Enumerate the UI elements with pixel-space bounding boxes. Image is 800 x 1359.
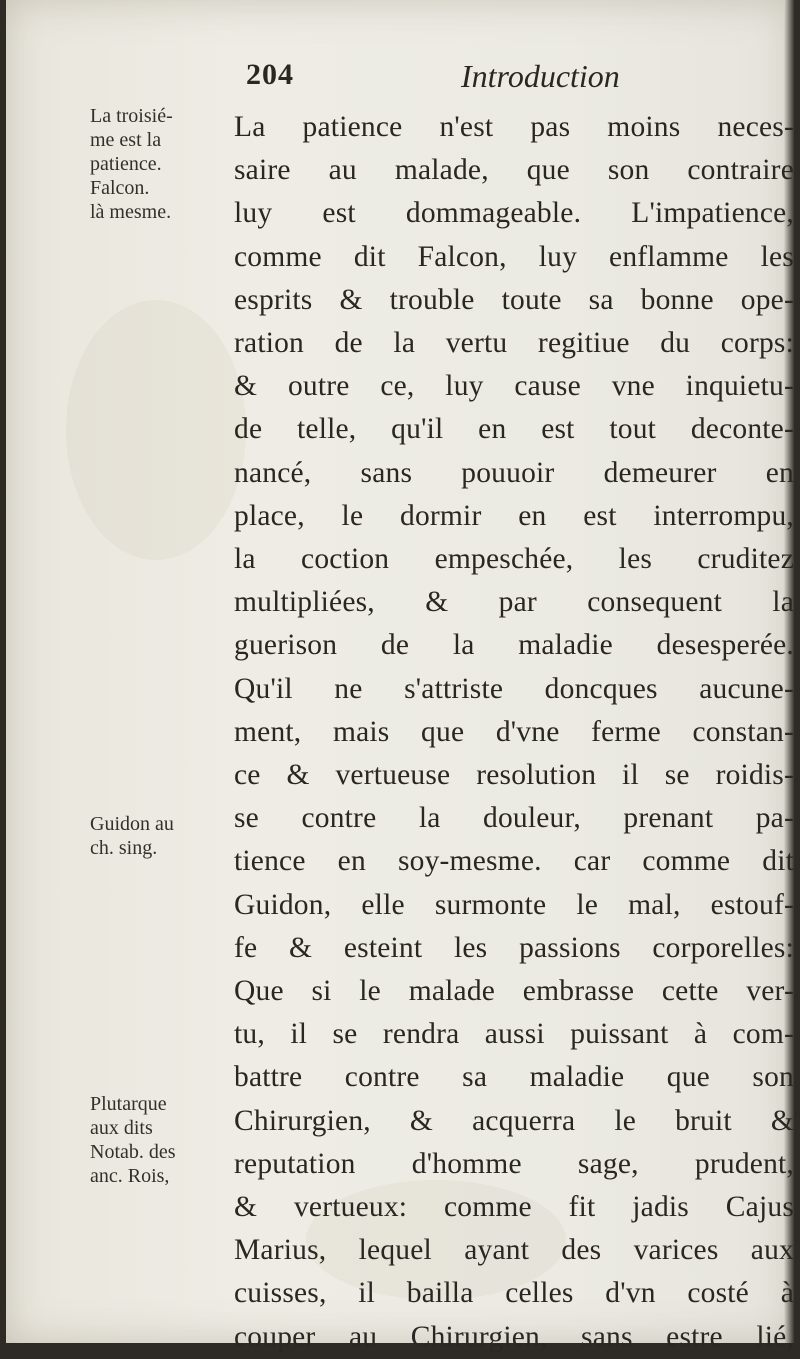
margin-note-plutarque bbox=[90, 1092, 230, 1188]
body-line: reputation d'homme sage, prudent, bbox=[234, 1147, 794, 1180]
running-head: Introduction bbox=[461, 58, 620, 94]
body-line: ce & vertueuse resolution il se roidis- bbox=[234, 759, 794, 792]
page-number: 204 bbox=[246, 58, 294, 91]
margin-note-line: La troisié- bbox=[90, 105, 173, 127]
body-line: tience en soy-mesme. car comme dit bbox=[234, 845, 794, 878]
body-line: Chirurgien, & acquerra le bruit & bbox=[234, 1104, 794, 1137]
paper-stain bbox=[66, 300, 246, 560]
margin-note-line: aux dits bbox=[90, 1117, 153, 1139]
body-line: luy est dommageable. L'impatience, bbox=[234, 197, 794, 230]
margin-note-line: ch. sing. bbox=[90, 837, 158, 859]
margin-note-line: Guidon au bbox=[90, 813, 174, 835]
body-line: la coction empeschée, les cruditez bbox=[234, 543, 794, 576]
body-line: saire au malade, que son contraire bbox=[234, 154, 794, 187]
body-line: couper au Chirurgien, sans estre lié, bbox=[234, 1320, 794, 1353]
margin-note-guidon bbox=[90, 812, 230, 860]
body-line: La patience n'est pas moins neces- bbox=[234, 111, 794, 143]
body-line: ment, mais que d'vne ferme constan- bbox=[234, 715, 794, 748]
body-line: multipliées, & par consequent la bbox=[234, 586, 794, 619]
body-line: & vertueux: comme fit jadis Cajus bbox=[234, 1191, 794, 1224]
body-line: Qu'il ne s'attriste doncques aucune- bbox=[234, 672, 794, 705]
body-line: & outre ce, luy cause vne inquietu- bbox=[234, 370, 794, 403]
body-line: Que si le malade embrasse cette ver- bbox=[234, 975, 794, 1008]
body-line: Guidon, elle surmonte le mal, estouf- bbox=[234, 888, 794, 921]
margin-note-line: là mesme. bbox=[90, 201, 172, 223]
body-line: esprits & trouble toute sa bonne ope- bbox=[234, 283, 794, 316]
body-text bbox=[234, 106, 794, 1359]
body-line: nancé, sans pouuoir demeurer en bbox=[234, 456, 794, 489]
body-line: tu, il se rendra aussi puissant à com- bbox=[234, 1018, 794, 1051]
body-line: cuisses, il bailla celles d'vn costé à bbox=[234, 1277, 794, 1310]
margin-note-line: anc. Rois, bbox=[90, 1165, 170, 1187]
book-page bbox=[6, 0, 794, 1353]
margin-note-line: Notab. des bbox=[90, 1141, 176, 1163]
margin-note-line: me est la bbox=[90, 129, 162, 151]
margin-note-line: patience. bbox=[90, 153, 162, 175]
body-line: de telle, qu'il en est tout deconte- bbox=[234, 413, 794, 446]
body-line: se contre la douleur, prenant pa- bbox=[234, 802, 794, 835]
body-line: fe & esteint les passions corporelles: bbox=[234, 931, 794, 964]
margin-note-line: Plutarque bbox=[90, 1093, 167, 1115]
body-line: comme dit Falcon, luy enflamme les bbox=[234, 240, 794, 273]
body-line: battre contre sa maladie que son bbox=[234, 1061, 794, 1094]
body-line: ration de la vertu regitiue du corps: bbox=[234, 327, 794, 360]
margin-note-patience bbox=[90, 104, 230, 224]
body-line: guerison de la maladie desesperée. bbox=[234, 629, 794, 662]
margin-note-line: Falcon. bbox=[90, 177, 150, 199]
body-line: place, le dormir en est interrompu, bbox=[234, 499, 794, 532]
body-line: Marius, lequel ayant des varices aux bbox=[234, 1234, 794, 1267]
